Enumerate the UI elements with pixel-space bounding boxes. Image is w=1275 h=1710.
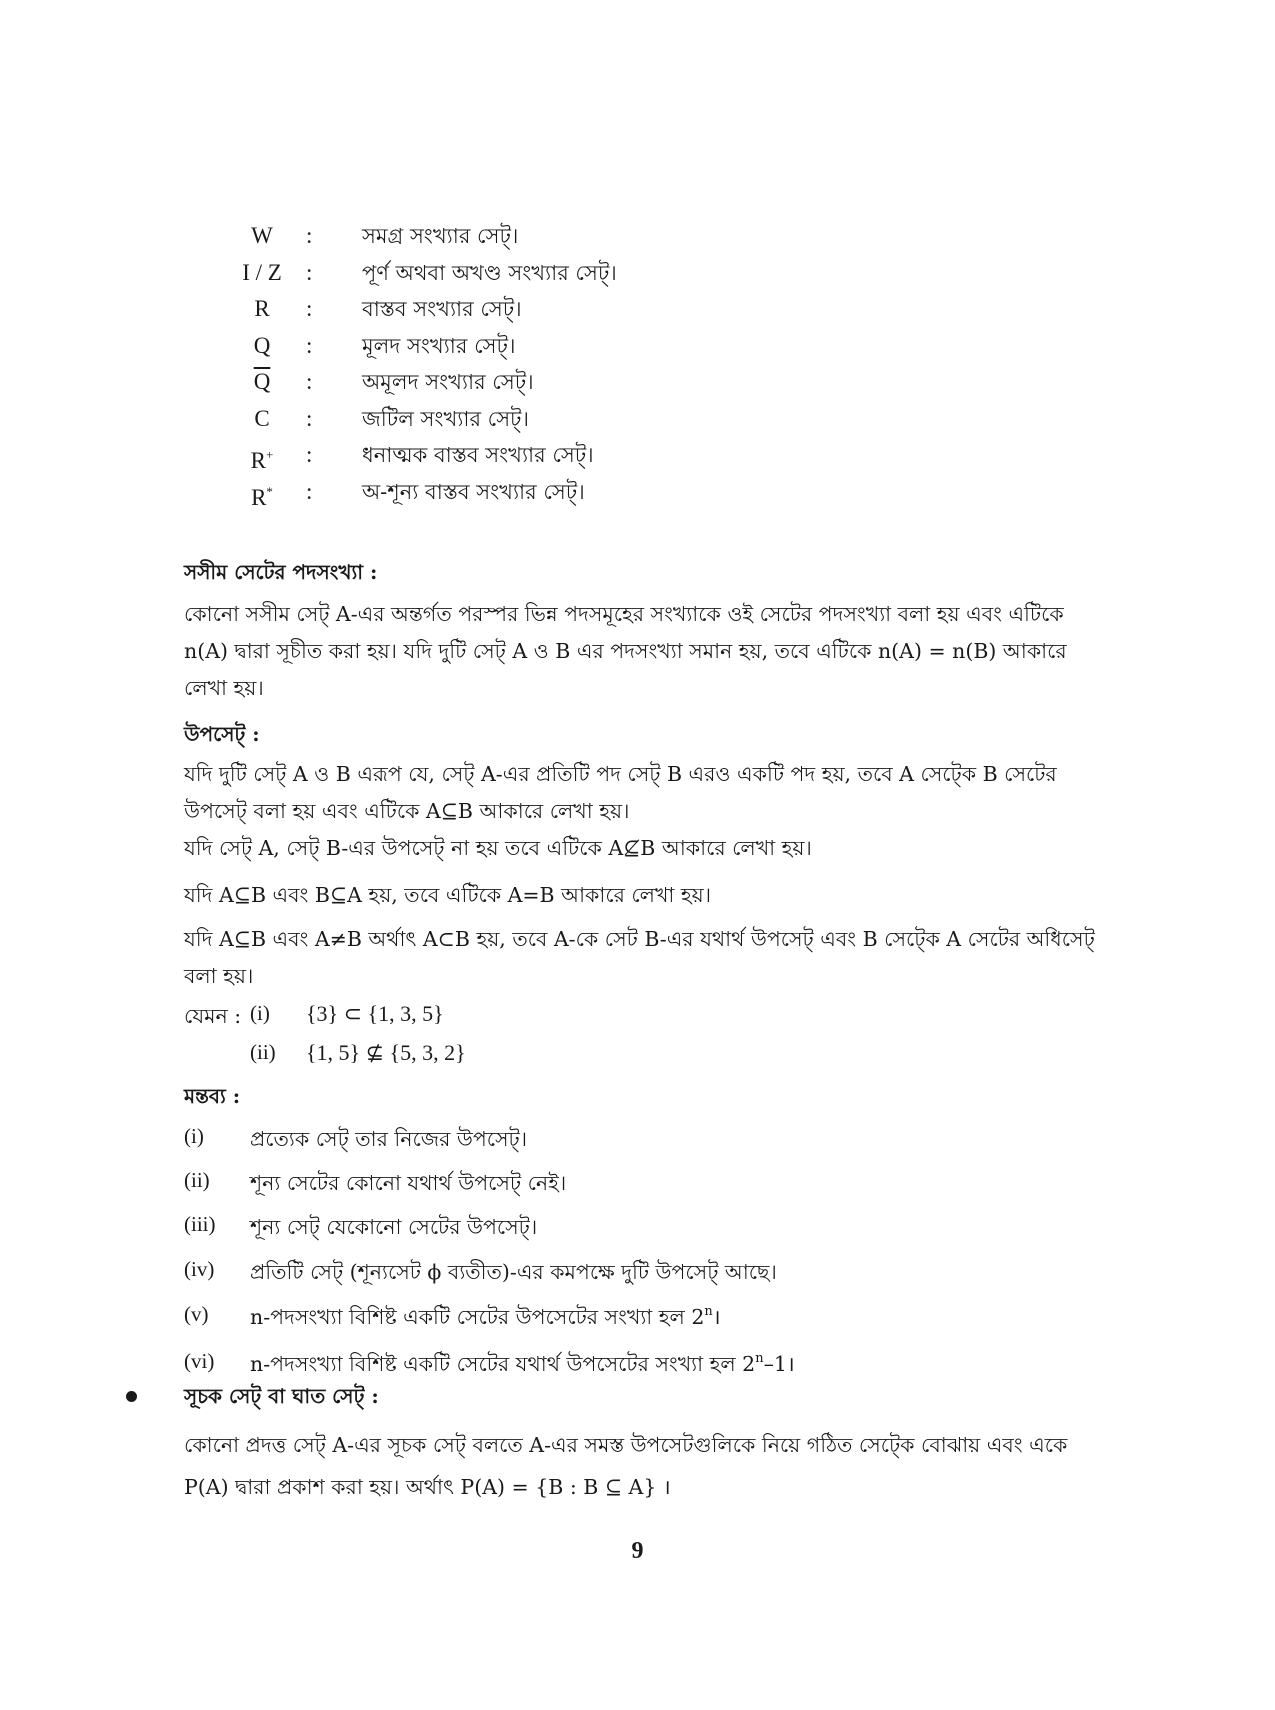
subset-heading: উপসেট্ : xyxy=(184,722,260,746)
notation-description: ধনাত্মক বাস্তব সংখ্যার সেট্। xyxy=(362,443,594,467)
remark-number: (iv) xyxy=(184,1257,215,1281)
notation-symbol xyxy=(240,364,284,401)
paragraph-line: যদি দুটি সেট্ A ও B এরূপ যে, সেট্ A-এর প্রতিটি পদ সেট্ B এরও একটি পদ হয়, তবে A সেট্কে B সেটের xyxy=(184,762,1057,786)
notation-symbol: I / Z xyxy=(242,259,282,285)
notation-symbol: R xyxy=(254,296,270,321)
remark-text-main: n-পদসংখ্যা বিশিষ্ট একটি সেটের উপসেটের সংখ্যা হল 2 xyxy=(250,1305,705,1329)
notation-description: অমূলদ সংখ্যার সেট্। xyxy=(362,370,534,394)
example-label: যেমন : xyxy=(184,1004,242,1028)
q-bar-symbol: $\overline{Q}$ xyxy=(253,369,271,394)
paragraph-line: n(A) দ্বারা সূচীত করা হয়। যদি দুটি সেট্ A ও B এর পদসংখ্যা সমান হয়, তবে এটিকে n(A) = n(B) আকারে xyxy=(184,639,1067,663)
notation-colon: : xyxy=(306,223,313,248)
paragraph-line: উপসেট্ বলা হয় এবং এটিকে A⊆B আকারে লেখা হয়। xyxy=(184,799,630,823)
page-number: 9 xyxy=(631,1538,644,1564)
bullet-icon xyxy=(126,1391,137,1402)
notation-description: অ-শূন্য বাস্তব সংখ্যার সেট্। xyxy=(362,479,585,504)
notation-colon: : xyxy=(306,405,313,431)
paragraph-line: P(A) দ্বারা প্রকাশ করা হয়। অর্থাৎ P(A) = {B : B ⊆ A} । xyxy=(184,1475,671,1499)
remark-text: প্রত্যেক সেট্ তার নিজের উপসেট্। xyxy=(250,1127,528,1151)
symbol-base: R xyxy=(251,484,267,510)
paragraph-line: যদি A⊆B এবং A≠B অর্থাৎ A⊂B হয়, তবে A-কে সেট B-এর যথার্থ উপসেট্ এবং B সেট্কে A সেটের অধিসেট্ xyxy=(184,927,1095,951)
subset-paragraph-2 xyxy=(184,830,1124,867)
example-number: (i) xyxy=(250,1001,270,1025)
notation-colon: : xyxy=(306,259,313,285)
example-expression: {1, 5} ⊈ {5, 3, 2} xyxy=(306,1040,466,1065)
finite-paragraph xyxy=(184,596,1124,707)
remark-number: (vi) xyxy=(184,1349,215,1373)
subset-paragraph-1 xyxy=(184,756,1124,830)
remarks-heading: মন্তব্য : xyxy=(184,1084,241,1108)
notation-description: পূর্ণ অথবা অখণ্ড সংখ্যার সেট্। xyxy=(362,260,617,285)
remark-text-tail: । xyxy=(712,1305,721,1329)
notation-description: বাস্তব সংখ্যার সেট্। xyxy=(362,297,522,321)
remark-text: শূন্য সেট্ যেকোনো সেটের উপসেট্। xyxy=(250,1215,538,1239)
paragraph-line: বলা হয়। xyxy=(184,964,254,988)
symbol-superscript: * xyxy=(266,483,273,499)
finite-heading: সসীম সেটের পদসংখ্যা : xyxy=(184,560,378,584)
notation-colon: : xyxy=(306,332,313,358)
exponent: n xyxy=(755,1351,764,1366)
power-set-paragraph xyxy=(184,1424,1124,1508)
symbol-superscript: + xyxy=(266,447,274,462)
notation-colon: : xyxy=(306,442,313,467)
notation-symbol xyxy=(240,474,284,517)
remark-number: (iii) xyxy=(184,1212,216,1236)
notation-colon: : xyxy=(306,478,313,504)
subset-paragraph-3 xyxy=(184,877,1124,914)
notation-description: মূলদ সংখ্যার সেট্। xyxy=(362,333,516,358)
remark-text xyxy=(250,1349,795,1383)
notation-symbol: W xyxy=(251,223,273,248)
exponent: n xyxy=(704,1304,713,1319)
example-expression: {3} ⊂ {1, 3, 5} xyxy=(306,1001,444,1026)
notation-symbol: Q xyxy=(253,332,271,358)
power-set-heading: সূচক সেট্ বা ঘাত সেট্ : xyxy=(184,1384,379,1408)
notation-description: সমগ্র সংখ্যার সেট্। xyxy=(362,224,519,248)
paragraph-line: যদি সেট্ A, সেট্ B-এর উপসেট্ না হয় তবে এটিকে A⊈B আকারে লেখা হয়। xyxy=(184,836,812,860)
remark-text xyxy=(250,1302,721,1336)
remark-number: (ii) xyxy=(184,1168,210,1192)
remark-text: শূন্য সেটের কোনো যথার্থ উপসেট্ নেই। xyxy=(250,1171,567,1195)
paragraph-line: লেখা হয়। xyxy=(184,676,264,700)
remark-number: (v) xyxy=(184,1302,209,1326)
notation-colon: : xyxy=(306,296,313,321)
paragraph-line: কোনো সসীম সেট্ A-এর অন্তর্গত পরস্পর ভিন্ন পদসমূহের সংখ্যাকে ওই সেটের পদসংখ্যা বলা হয় এবং এটিকে xyxy=(184,602,1064,626)
remark-text-main: n-পদসংখ্যা বিশিষ্ট একটি সেটের যথার্থ উপসেটের সংখ্যা হল 2 xyxy=(250,1352,756,1376)
remark-text-tail: –1। xyxy=(763,1352,795,1376)
remark-number: (i) xyxy=(184,1124,204,1148)
remark-text: প্রতিটি সেট্ (শূন্যসেট ϕ ব্যতীত)-এর কমপক্ষে দুটি উপসেট্ আছে। xyxy=(250,1260,777,1284)
notation-symbol: C xyxy=(254,405,270,431)
symbol-base: R xyxy=(250,448,266,473)
notation-description: জটিল সংখ্যার সেট্। xyxy=(362,406,530,431)
paragraph-line: কোনো প্রদত্ত সেট্ A-এর সূচক সেট্ বলতে A-এর সমস্ত উপসেটগুলিকে নিয়ে গঠিত সেট্কে বোঝায় এবং একে xyxy=(184,1433,1068,1457)
paragraph-line: যদি A⊆B এবং B⊆A হয়, তবে এটিকে A=B আকারে লেখা হয়। xyxy=(184,883,712,907)
notation-colon: : xyxy=(306,369,313,394)
example-number: (ii) xyxy=(250,1040,276,1064)
subset-paragraph-4 xyxy=(184,921,1124,995)
